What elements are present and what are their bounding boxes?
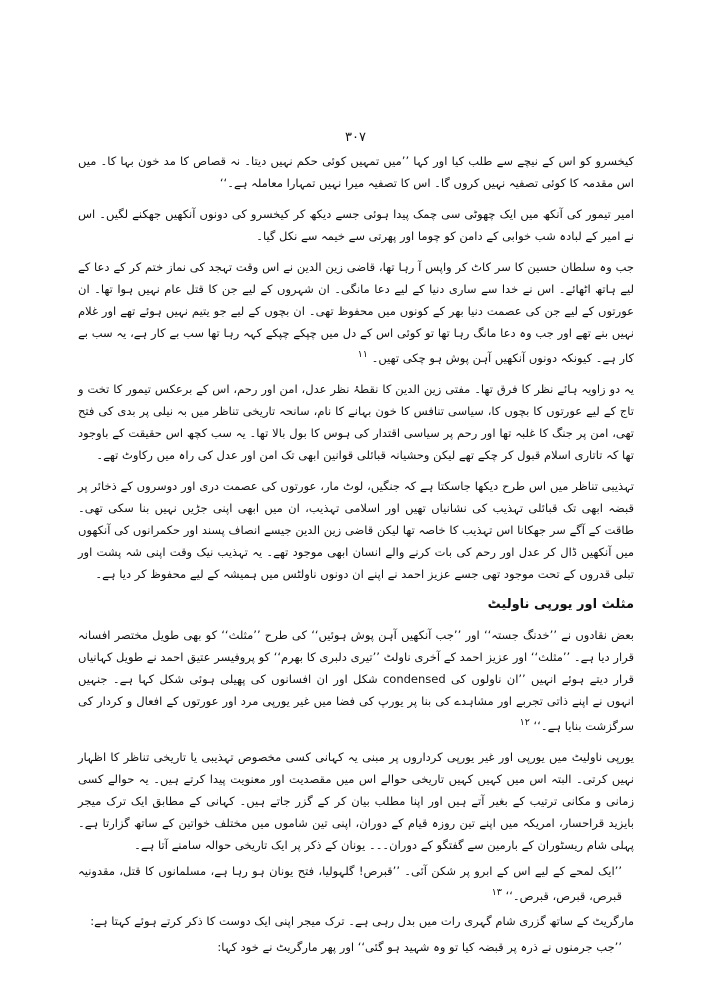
paragraph-text: جب وہ سلطان حسین کا سر کاٹ کر واپس آ رہا تھا، قاضی زین الدین نے اس وقت تہجد کی نماز ختم کر کے دعا کے لیے ہاتھ اٹھائے۔ اس نے خدا سے ساری دنیا کے لیے دعا مانگی۔ ان شہروں کے لیے جن کا قتل عام نہیں ہوا تھا۔ ان عورتوں کے لیے جن کی عصمت دنیا بھر کے کونوں میں محفوظ تھی۔ ان بچوں کے لیے جو یتیم نہیں ہوئے تھے اور غلام نہیں بنے تھے اور جب وہ دعا مانگ رہا تھا تو کوئی اس کے دل میں چپکے چپکے کہہ رہا تھا سب بے کار ہے، یہ سب بے کار ہے۔ کیونکہ دونوں آنکھیں آہن پوش ہو چکی تھیں۔ <box>78 260 634 365</box>
page-number: ۳۰۷ <box>345 130 366 145</box>
paragraph: امیر تیمور کی آنکھ میں ایک چھوٹی سی چمک پیدا ہوئی جسے دیکھ کر کیخسرو کی دونوں آنکھیں جھکنے لگیں۔ اس نے امیر کے لبادہ شب خوابی کے دامن کو چوما اور پھرتی سے خیمہ سے نکل گیا۔ <box>78 207 634 243</box>
paragraph: یورپی ناولیٹ میں یورپی اور غیر یورپی کرداروں پر مبنی یہ کہانی کسی مخصوص تہذیبی یا تاریخی تناظر کا اظہار نہیں کرتی۔ البتہ اس میں کہیں کہیں تاریخی حوالے اس میں مقصدیت اور معنویت پیدا کرتے ہیں۔ یہ حوالے کسی زمانی و مکانی ترتیب کے بغیر آتے ہیں اور اپنا مطلب بیان کر کے گزر جاتے ہیں۔ کہانی کے مطابق ایک ترک میجر بایزید قراحسار، امریکہ میں اپنے تین روزہ قیام کے دوران، اپنی تین شاموں میں مختلف خواتین کے ساتھ گزارتا ہے۔ پہلی شام ریسٹوران کے بارمین سے گفتگو کے دوران۔۔۔ یونان کے ذکر پر ایک تاریخی حوالہ سامنے آتا ہے۔ <box>78 749 634 852</box>
paragraph: تہذیبی تناظر میں اس طرح دیکھا جاسکتا ہے کہ جنگیں، لوٹ مار، عورتوں کی عصمت دری اور دوسروں کے ذخائر پر قبضہ ابھی تک قبائلی تہذیب کی نشانیاں تھیں اور اسلامی تہذیب، ان میں ابھی اپنی جڑیں نہیں بنا سکی تھی۔ طاقت کے آگے سر جھکانا اس تہذیب کا خاصہ تھا لیکن قاضی زین الدین جیسے انصاف پسند اور حکمرانوں کی آنکھوں میں آنکھیں ڈال کر عدل اور رحم کی بات کرنے والے انسان ابھی موجود تھے۔ یہ تہذیب نیک وقت اپنی شہ پشت اور تبلی قدروں کے تحت موجود تھی جسے عزیز احمد نے اپنے ان دونوں ناولٹس میں ہمیشہ کے لیے محفوظ کر دیا ہے۔ <box>78 478 634 581</box>
page-body <box>78 150 634 962</box>
paragraph: یہ دو زاویہ ہائے نظر کا فرق تھا۔ مفتی زین الدین کا نقطۂ نظر عدل، امن اور رحم، اس کے برعکس تیمور کا تخت و تاج کے لیے عورتوں کا بچوں کا، سیاسی تنافس کا خون بہانے کا نام، سانحہ تاریخی تناظر میں بہ نیلی پر بدی کی فتح تھی، امن پر جنگ کا غلبہ تھا اور رحم پر سیاسی اقتدار کی ہوس کا بول بالا تھا۔ یہ سب کچھ اس حقیقت کے باوجود تھا کہ تاتاری اسلام قبول کر چکے تھے لیکن وحشیانہ قبائلی قوانین ابھی تک امن اور عدل کی راہ میں رکاوٹ تھے۔ <box>78 381 634 462</box>
paragraph: کیخسرو کو اس کے نیچے سے طلب کیا اور کہا ’’میں تمہیں کوئی حکم نہیں دیتا۔ نہ قصاص کا مد خون بہا کا۔ میں اس مقدمہ کا کوئی تصفیہ نہیں کروں گا۔ اس کا تصفیہ میرا نہیں تمہارا معاملہ ہے۔‘‘ <box>78 154 634 190</box>
paragraph <box>78 624 634 737</box>
paragraph-text: بعض نقادوں نے ’’خدنگ جستہ‘‘ اور ’’جب آنکھیں آہن پوش ہوئیں‘‘ کی طرح ’’مثلث‘‘ کو بھی طویل مختصر افسانہ قرار دیا ہے۔ ’’مثلث‘‘ اور عزیز احمد کے آخری ناولٹ ’’تیری دلبری کا بھرم‘‘ کو پروفیسر عتیق احمد نے طویل کہانیاں قرار دیتے ہوئے انہیں ’’ان ناولوں کی condensed شکل اور ان افسانوں کی پھیلی ہوئی شکل کہا ہے۔ جنہیں انہوں نے اپنے ذاتی تجربے اور مشاہدے کی بنا پر یورپ کی فضا میں غیر یورپی مرد اور عورتوں کے افعال و کردار کی سرگزشت بنایا ہے۔‘‘ <box>78 627 634 733</box>
block-quote <box>78 860 634 907</box>
quote-text: ’’ایک لمحے کے لیے اس کے ابرو پر شکن آئی۔ ’’قبرص! گلہولیا، فتح یونان ہو رہا ہے، مسلمانوں کا قتل، مقدونیہ قبرص، قبرص، قبرص۔‘‘ <box>78 863 622 903</box>
paragraph <box>78 256 634 369</box>
footnote-mark: ۱۳ <box>491 886 502 898</box>
paragraph: مارگریٹ کے ساتھ گزری شام گہری رات میں بدل رہی ہے۔ ترک میجر اپنی ایک دوست کا ذکر کرتے ہوئے کہتا ہے: <box>90 914 634 929</box>
footnote-mark: ۱۱ <box>357 349 368 360</box>
footnote-mark: ۱۲ <box>519 716 530 728</box>
section-heading: مثلث اور یورپی ناولیٹ <box>487 596 634 612</box>
block-quote: ’’جب جرمنوں نے ذرہ پر قبضہ کیا تو وہ شہید ہو گئی‘‘ اور پھر مارگریٹ نے خود کہا: <box>217 940 622 955</box>
